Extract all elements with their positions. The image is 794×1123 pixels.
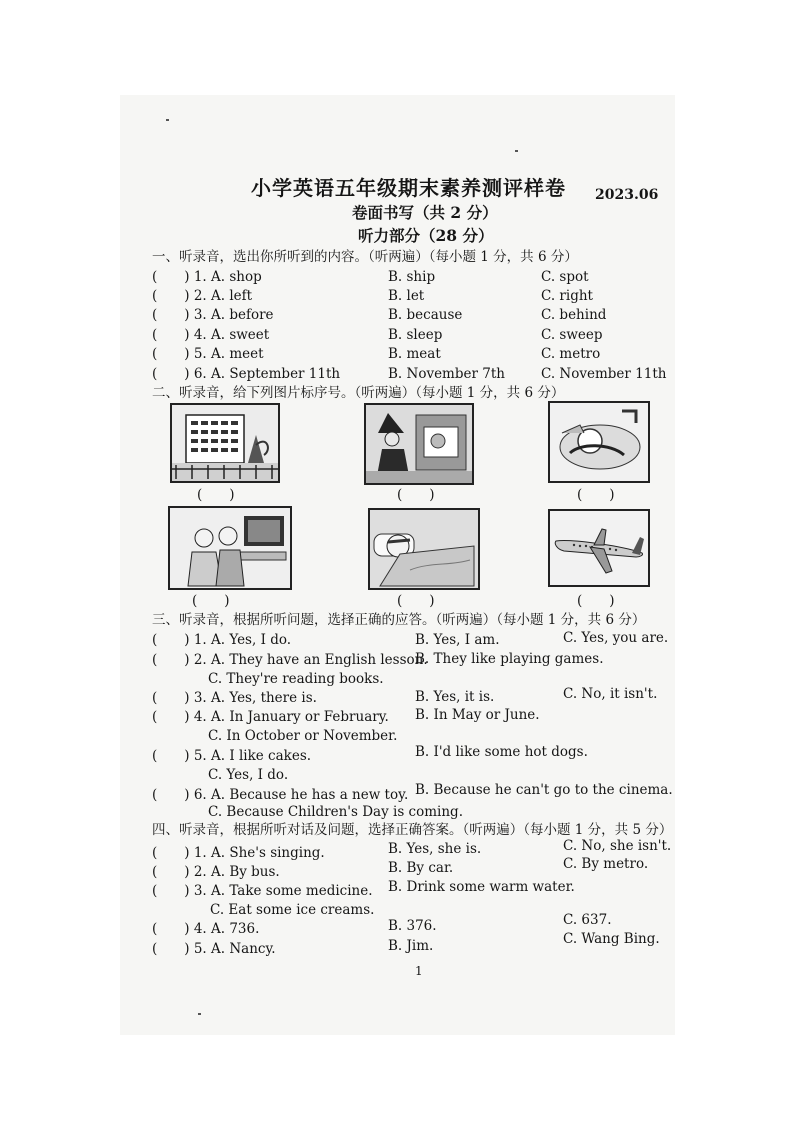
s1-q5-option-b: B. meat [388,346,441,362]
s3-q2-option-c: C. They're reading books. [208,671,384,687]
s3-q5-option-b: B. I'd like some hot dogs. [415,744,588,760]
s3-q1-option-b: B. Yes, I am. [415,632,500,648]
picture6-bracket[interactable]: ( ) [577,593,615,609]
picture1-bracket[interactable]: ( ) [197,487,235,503]
section4-heading: 四、听录音，根据所听对话及问题，选择正确答案。（听两遍）（每小题 1 分，共 5 分） [152,822,673,838]
s3-q1-option-c: C. Yes, you are. [563,630,669,646]
s3-q3-option-b: B. Yes, it is. [415,689,495,705]
s1-q5-stem: ( ) 5. A. meet [152,346,264,362]
s1-q2-option-c: C. right [541,288,593,304]
section3-heading: 三、听录音，根据所听问题，选择正确的应答。（听两遍）（每小题 1 分，共 6 分） [152,612,646,628]
s4-q1-option-c: C. No, she isn't. [563,838,672,854]
s3-q3-stem: ( ) 3. A. Yes, there is. [152,690,317,706]
s1-q6-option-b: B. November 7th [388,366,505,382]
page-number: 1 [415,964,423,978]
s4-q2-stem: ( ) 2. A. By bus. [152,864,280,880]
s1-q2-stem: ( ) 2. A. left [152,288,253,304]
scan-speck [515,150,518,152]
s4-q2-option-b: B. By car. [388,860,454,876]
handwriting-score: 卷面书写（共 2 分） [352,203,498,222]
s4-q4-stem: ( ) 4. A. 736. [152,921,260,937]
s4-q5-stem: ( ) 5. A. Nancy. [152,941,276,957]
s4-q1-option-b: B. Yes, she is. [388,841,482,857]
s1-q4-stem: ( ) 4. A. sweet [152,327,270,343]
sick-in-bed-picture [368,508,480,590]
exam-date: 2023.06 [595,187,659,203]
s3-q4-option-b: B. In May or June. [415,707,540,723]
s1-q3-stem: ( ) 3. A. before [152,307,274,323]
s3-q5-stem: ( ) 5. A. I like cakes. [152,748,312,764]
s1-q3-option-c: C. behind [541,307,607,323]
school-building-picture [170,403,280,483]
picture3-bracket[interactable]: ( ) [577,487,615,503]
s3-q6-option-b: B. Because he can't go to the cinema. [415,782,673,798]
s3-q6-option-c: C. Because Children's Day is coming. [208,804,463,820]
s4-q3-stem: ( ) 3. A. Take some medicine. [152,883,373,899]
s4-q5-option-c: C. Wang Bing. [563,931,660,947]
s4-q2-option-c: C. By metro. [563,856,649,872]
s3-q4-stem: ( ) 4. A. In January or February. [152,709,389,725]
witch-costume-picture [364,403,474,485]
s3-q1-stem: ( ) 1. A. Yes, I do. [152,632,292,648]
picture4-bracket[interactable]: ( ) [192,593,230,609]
s3-q3-option-c: C. No, it isn't. [563,686,658,702]
s4-q3-option-c: C. Eat some ice creams. [210,902,375,918]
section1-heading: 一、听录音，选出你所听到的内容。（听两遍）（每小题 1 分，共 6 分） [152,249,578,265]
s4-q5-option-b: B. Jim. [388,938,434,954]
picture5-bracket[interactable]: ( ) [397,593,435,609]
airplane-picture [548,509,650,587]
s4-q1-stem: ( ) 1. A. She's singing. [152,845,325,861]
s1-q1-option-c: C. spot [541,269,589,285]
section2-heading: 二、听录音，给下列图片标序号。（听两遍）（每小题 1 分，共 6 分） [152,385,565,401]
picture2-bracket[interactable]: ( ) [397,487,435,503]
s3-q6-stem: ( ) 6. A. Because he has a new toy. [152,787,409,803]
s1-q5-option-c: C. metro [541,346,601,362]
s1-q1-option-b: B. ship [388,269,436,285]
s4-q4-option-c: C. 637. [563,912,612,928]
s1-q4-option-b: B. sleep [388,327,443,343]
washing-dishes-picture [548,401,650,483]
s1-q6-option-c: C. November 11th [541,366,667,382]
s3-q5-option-c: C. Yes, I do. [208,767,289,783]
s3-q2-stem: ( ) 2. A. They have an English lesson. [152,652,428,668]
s1-q2-option-b: B. let [388,288,425,304]
scan-speck [166,119,169,121]
s3-q2-option-b: B. They like playing games. [415,651,604,667]
s1-q1-stem: ( ) 1. A. shop [152,269,262,285]
listening-part-title: 听力部分（28 分） [358,226,494,245]
scan-speck [198,1013,201,1015]
exam-title: 小学英语五年级期末素养测评样卷 [251,176,566,200]
s4-q3-option-b: B. Drink some warm water. [388,879,575,895]
s1-q6-stem: ( ) 6. A. September 11th [152,366,341,382]
s3-q4-option-c: C. In October or November. [208,728,398,744]
s1-q3-option-b: B. because [388,307,463,323]
s4-q4-option-b: B. 376. [388,918,437,934]
s1-q4-option-c: C. sweep [541,327,603,343]
children-computer-picture [168,506,292,590]
